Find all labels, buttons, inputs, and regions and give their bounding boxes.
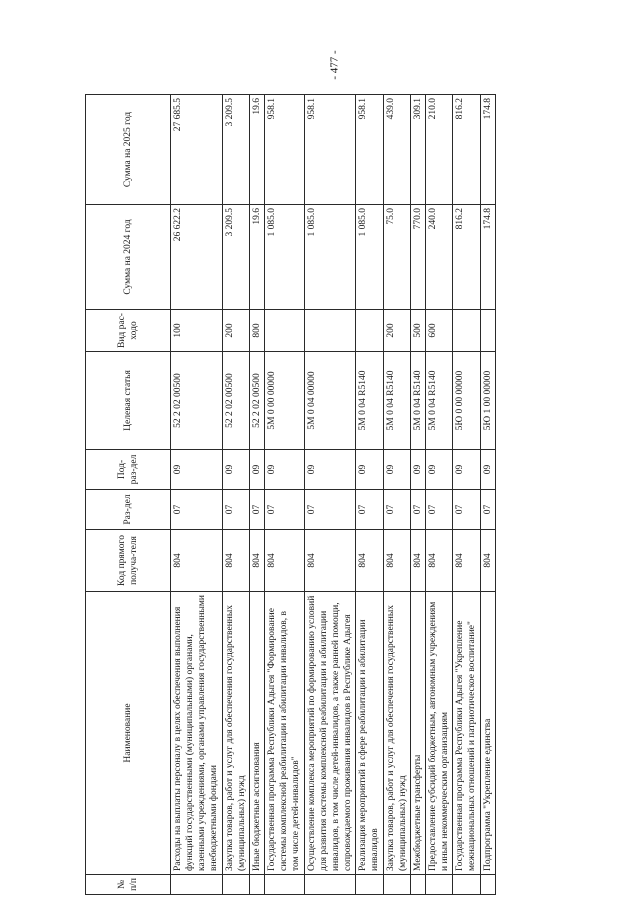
row-num: [425, 875, 452, 895]
row-num: [383, 875, 410, 895]
row-expense-type: [356, 310, 383, 352]
row-subsection: 09: [480, 450, 495, 490]
header-section: Раз-дел: [86, 490, 171, 530]
row-sum-2025: 816.2: [453, 95, 480, 205]
row-name: Реализация мероприятий в сфере реабилитации и абилитации инвалидов: [356, 592, 383, 875]
row-sum-2025: 439.0: [383, 95, 410, 205]
row-expense-type: [480, 310, 495, 352]
row-recipient: 804: [265, 530, 304, 592]
row-expense-type: 500: [410, 310, 425, 352]
row-sum-2024: 174.8: [480, 205, 495, 310]
table-row: [453, 95, 480, 895]
row-sum-2024: 19.6: [249, 205, 264, 310]
row-subsection: 09: [356, 450, 383, 490]
row-recipient: 804: [171, 530, 223, 592]
row-section: 07: [222, 490, 249, 530]
row-sum-2025: 3 209.5: [222, 95, 249, 205]
row-sum-2025: 174.8: [480, 95, 495, 205]
page-number: [305, 50, 365, 80]
row-name: Государственная программа Республики Адыгея "Укрепление межнациональных отношений и патриотическое воспитание": [453, 592, 480, 875]
row-target: 5М 0 00 00000: [265, 352, 304, 450]
row-target: 52 2 02 00500: [222, 352, 249, 450]
row-name: Расходы на выплаты персоналу в целях обеспечения выполнения функций государственными (муниципальными) органами, казенными учреждениями, органами управления государственными внебюджетными фондами: [171, 592, 223, 875]
row-recipient: 804: [356, 530, 383, 592]
row-num: [222, 875, 249, 895]
header-recipient: Код прямого получа-теля: [86, 530, 171, 592]
row-subsection: 09: [222, 450, 249, 490]
row-subsection: 09: [383, 450, 410, 490]
row-num: [249, 875, 264, 895]
row-name: Осуществление комплекса мероприятий по формированию условий для развития системы комплексной реабилитации и абилитации инвалидов, в том числе детей-инвалидов, а также ранней помощи, сопровождаемого проживания инвалидов в Республике Адыгея: [304, 592, 356, 875]
page-number-text: - 477 -: [328, 50, 341, 80]
row-expense-type: [304, 310, 356, 352]
row-sum-2025: 958.1: [356, 95, 383, 205]
row-recipient: 804: [222, 530, 249, 592]
row-section: 07: [356, 490, 383, 530]
table-row: [222, 95, 249, 895]
row-sum-2024: 1 085.0: [304, 205, 356, 310]
row-sum-2024: 770.0: [410, 205, 425, 310]
row-sum-2024: 816.2: [453, 205, 480, 310]
row-recipient: 804: [410, 530, 425, 592]
header-subsection: Под-раз-дел: [86, 450, 171, 490]
row-recipient: 804: [453, 530, 480, 592]
row-target: 5М 0 04 R5140: [425, 352, 452, 450]
row-sum-2024: 26 622.2: [171, 205, 223, 310]
row-section: 07: [265, 490, 304, 530]
row-section: 07: [171, 490, 223, 530]
row-sum-2024: 240.0: [425, 205, 452, 310]
budget-table: [85, 94, 496, 895]
row-name: Закупка товаров, работ и услуг для обеспечения государственных (муниципальных) нужд: [383, 592, 410, 875]
row-sum-2025: 958.1: [265, 95, 304, 205]
row-sum-2024: 1 085.0: [265, 205, 304, 310]
row-subsection: 09: [249, 450, 264, 490]
row-target: 5М 0 04 R5140: [356, 352, 383, 450]
row-section: 07: [410, 490, 425, 530]
row-subsection: 09: [171, 450, 223, 490]
table-row: [425, 95, 452, 895]
row-expense-type: 200: [222, 310, 249, 352]
row-num: [304, 875, 356, 895]
row-section: 07: [249, 490, 264, 530]
row-num: [410, 875, 425, 895]
row-name: Подпрограмма "Укрепление единства: [480, 592, 495, 875]
table-row: [410, 95, 425, 895]
header-name: Наименование: [86, 592, 171, 875]
row-target: 52 2 02 00500: [171, 352, 223, 450]
row-num: [480, 875, 495, 895]
header-sum-2025: Сумма на 2025 год: [86, 95, 171, 205]
row-expense-type: [265, 310, 304, 352]
row-subsection: 09: [304, 450, 356, 490]
header-target: Целевая статья: [86, 352, 171, 450]
header-sum-2024: Сумма на 2024 год: [86, 205, 171, 310]
row-subsection: 09: [410, 450, 425, 490]
row-sum-2024: 3 209.5: [222, 205, 249, 310]
row-sum-2025: 19.6: [249, 95, 264, 205]
row-subsection: 09: [425, 450, 452, 490]
row-target: 5М 0 04 R5140: [383, 352, 410, 450]
row-num: [356, 875, 383, 895]
table-row: [480, 95, 495, 895]
row-section: 07: [480, 490, 495, 530]
row-subsection: 09: [265, 450, 304, 490]
row-name: Предоставление субсидий бюджетным, автономным учреждениям и иным некоммерческим организациям: [425, 592, 452, 875]
row-target: 5М 0 04 R5140: [410, 352, 425, 450]
row-sum-2025: 210.0: [425, 95, 452, 205]
row-target: 5Ю 1 00 00000: [480, 352, 495, 450]
row-name: Иные бюджетные ассигнования: [249, 592, 264, 875]
row-recipient: 804: [425, 530, 452, 592]
table-row: [304, 95, 356, 895]
table-row: [171, 95, 223, 895]
row-subsection: 09: [453, 450, 480, 490]
row-sum-2024: 75.0: [383, 205, 410, 310]
table-row: [356, 95, 383, 895]
row-sum-2024: 1 085.0: [356, 205, 383, 310]
row-sum-2025: 27 685.5: [171, 95, 223, 205]
table-row: [265, 95, 304, 895]
row-expense-type: 100: [171, 310, 223, 352]
row-num: [453, 875, 480, 895]
row-sum-2025: 309.1: [410, 95, 425, 205]
row-num: [171, 875, 223, 895]
row-expense-type: 200: [383, 310, 410, 352]
table-row: [249, 95, 264, 895]
row-name: Закупка товаров, работ и услуг для обеспечения государственных (муниципальных) нужд: [222, 592, 249, 875]
row-recipient: 804: [383, 530, 410, 592]
row-target: 5Ю 0 00 00000: [453, 352, 480, 450]
row-name: Межбюджетные трансферты: [410, 592, 425, 875]
row-recipient: 804: [304, 530, 356, 592]
row-expense-type: [453, 310, 480, 352]
row-section: 07: [383, 490, 410, 530]
header-num: № п/п: [86, 875, 171, 895]
table-row: [383, 95, 410, 895]
row-num: [265, 875, 304, 895]
row-expense-type: 600: [425, 310, 452, 352]
row-recipient: 804: [249, 530, 264, 592]
budget-table-rotated: [85, 95, 555, 895]
row-section: 07: [453, 490, 480, 530]
row-recipient: 804: [480, 530, 495, 592]
row-name: Государственная программа Республики Адыгея "Формирование системы комплексной реабилитации и абилитации инвалидов, в том числе детей-инвалидов": [265, 592, 304, 875]
header-expense-type: Вид рас-ходо: [86, 310, 171, 352]
row-expense-type: 800: [249, 310, 264, 352]
row-section: 07: [425, 490, 452, 530]
row-target: 52 2 02 00500: [249, 352, 264, 450]
row-target: 5М 0 04 00000: [304, 352, 356, 450]
row-section: 07: [304, 490, 356, 530]
row-sum-2025: 958.1: [304, 95, 356, 205]
table-header-row: [86, 95, 171, 895]
